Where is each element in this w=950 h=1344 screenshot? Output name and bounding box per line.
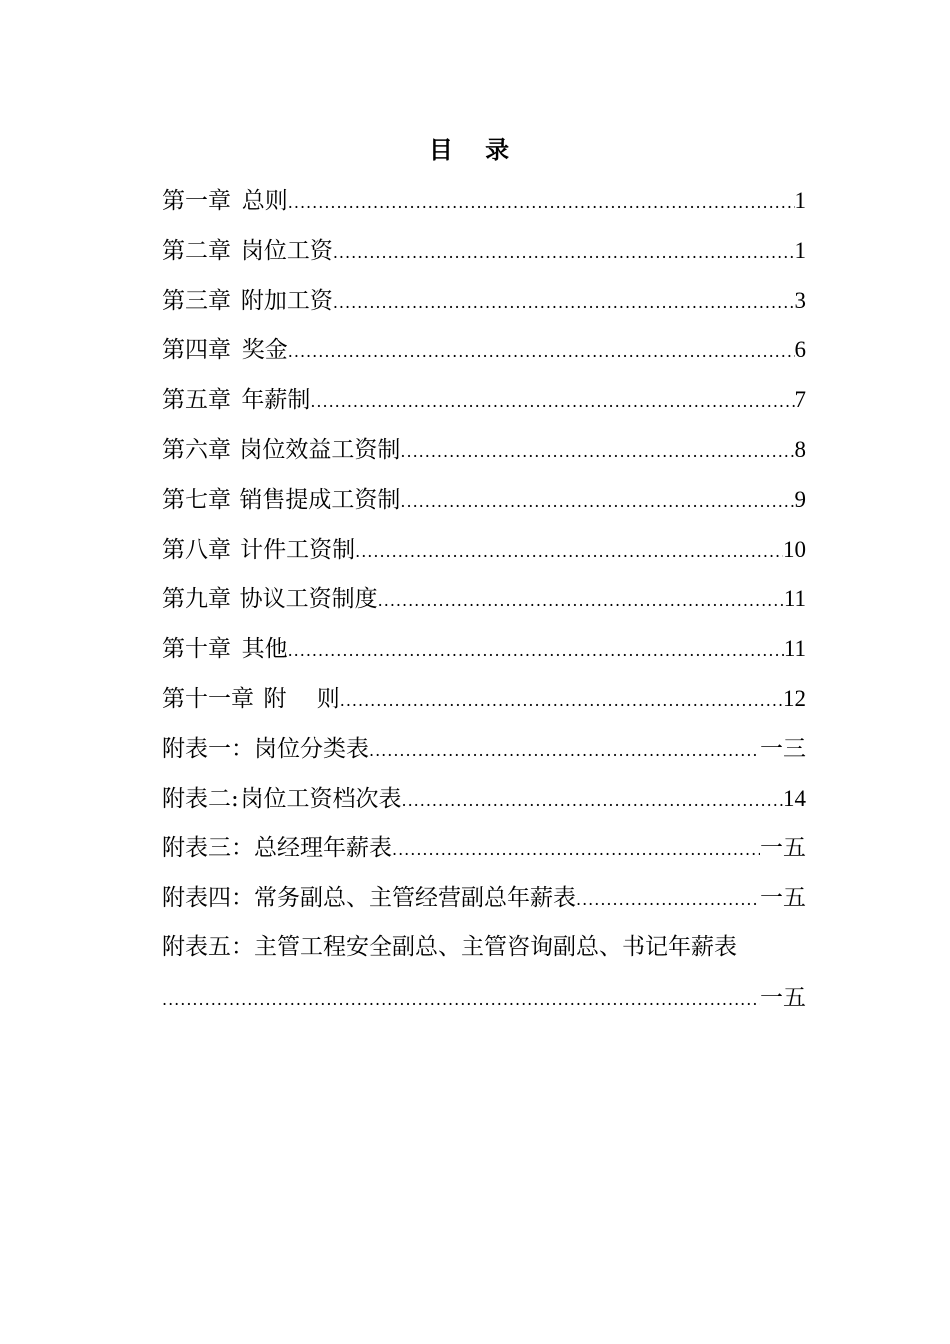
toc-entry-chapter: 第十章	[162, 636, 231, 663]
toc-entry-title: 附 则	[263, 685, 340, 712]
toc-entry-leader	[378, 576, 784, 626]
toc-entry-title: 年薪制	[241, 387, 311, 414]
toc-entry-title: 总经理年薪表	[254, 835, 392, 862]
toc-entry[interactable]	[162, 475, 806, 525]
toc-entry-chapter: 第二章	[162, 237, 231, 264]
toc-entry[interactable]	[162, 923, 806, 973]
toc-entry-chapter: 第九章	[162, 586, 231, 613]
toc-entry-leader	[288, 178, 795, 228]
toc-entry-title: 奖金	[241, 337, 288, 364]
toc-entry-leader	[288, 327, 795, 377]
toc-entry-leader	[355, 527, 783, 577]
toc-entry-leader	[310, 377, 794, 427]
toc-entry[interactable]	[162, 176, 806, 226]
toc-entry-chapter: 第一章	[162, 188, 231, 214]
toc-entry[interactable]	[162, 674, 806, 724]
toc-entry-chapter: 第五章	[162, 387, 231, 414]
toc-entry[interactable]	[162, 325, 806, 375]
toc-entry[interactable]	[162, 774, 806, 824]
toc-entry-leader	[340, 676, 783, 726]
toc-entry-leader	[369, 726, 760, 776]
toc-entry-page: 一三	[760, 735, 806, 761]
toc-entry-page: 14	[783, 785, 806, 811]
toc-entry[interactable]	[162, 525, 806, 575]
toc-entry-leader	[392, 825, 760, 875]
toc-entry-title: 岗位效益工资制	[239, 436, 401, 463]
toc-entry-chapter: 第八章	[162, 536, 231, 563]
toc-entry[interactable]	[162, 375, 806, 425]
toc-entry-continuation[interactable]	[162, 973, 806, 1023]
toc-entry-title: 岗位工资	[240, 237, 333, 264]
toc-entry-title: 常务副总、主管经营副总年薪表	[254, 885, 576, 912]
toc-entry-page: 7	[794, 387, 806, 413]
toc-entry-leader	[400, 477, 794, 527]
toc-entry-chapter: 第十一章	[162, 685, 254, 712]
toc-entry-leader	[400, 427, 794, 477]
toc-entry[interactable]	[162, 873, 806, 923]
toc-entry[interactable]	[162, 276, 806, 326]
toc-entry[interactable]	[162, 425, 806, 475]
toc-entry-page: 1	[794, 237, 806, 263]
toc-entry-chapter: 第四章	[162, 337, 231, 364]
toc-entry-page: 9	[794, 486, 806, 512]
toc-entry-leader	[288, 626, 784, 676]
toc-entry-leader	[333, 278, 795, 328]
toc-entry[interactable]	[162, 724, 806, 774]
toc-entry-chapter: 附表四：	[162, 885, 254, 912]
toc-entry-chapter: 第六章	[162, 436, 231, 463]
toc-entry-title: 销售提成工资制	[239, 486, 401, 513]
toc-entry-page: 一五	[760, 885, 806, 911]
toc-entry-page: 一五	[760, 984, 806, 1010]
toc-entry[interactable]	[162, 624, 806, 674]
toc-entry-page: 8	[794, 436, 806, 462]
toc-list	[162, 176, 806, 1023]
toc-entry[interactable]	[162, 574, 806, 624]
toc-entry-title: 主管工程安全副总、主管咨询副总、书记年薪表	[254, 933, 737, 960]
toc-title: 目 录	[428, 135, 522, 164]
toc-entry-title: 附加工资	[240, 287, 333, 314]
toc-entry[interactable]	[162, 823, 806, 873]
toc-entry-page: 一五	[760, 835, 806, 861]
toc-entry-chapter: 第七章	[162, 486, 231, 513]
toc-entry-page: 11	[783, 636, 806, 662]
toc-entry-leader	[333, 228, 795, 278]
toc-entry-chapter: 第三章	[162, 287, 231, 314]
toc-entry-leader	[162, 975, 760, 1025]
toc-entry-chapter: 附表一：	[162, 735, 254, 762]
toc-entry-page: 11	[783, 586, 806, 612]
toc-entry-chapter: 附表三：	[162, 835, 254, 862]
toc-entry-leader	[576, 875, 760, 925]
toc-entry-title: 总则	[241, 188, 288, 214]
toc-entry-page: 10	[783, 536, 806, 562]
toc-entry-page: 3	[794, 287, 806, 313]
toc-entry-page: 6	[794, 337, 806, 363]
toc-entry-title: 岗位工资档次表	[240, 785, 402, 812]
toc-entry-page: 12	[783, 685, 806, 711]
toc-entry[interactable]	[162, 226, 806, 276]
toc-entry-page: 1	[794, 188, 806, 213]
toc-entry-title: 岗位分类表	[254, 735, 369, 762]
toc-entry-title: 计件工资制	[240, 536, 356, 563]
toc-entry-chapter: 附表二:	[162, 785, 239, 812]
toc-entry-leader	[401, 776, 783, 826]
toc-entry-title: 协议工资制度	[239, 586, 378, 613]
toc-entry-title: 其他	[241, 636, 288, 663]
toc-entry-chapter: 附表五：	[162, 933, 254, 960]
